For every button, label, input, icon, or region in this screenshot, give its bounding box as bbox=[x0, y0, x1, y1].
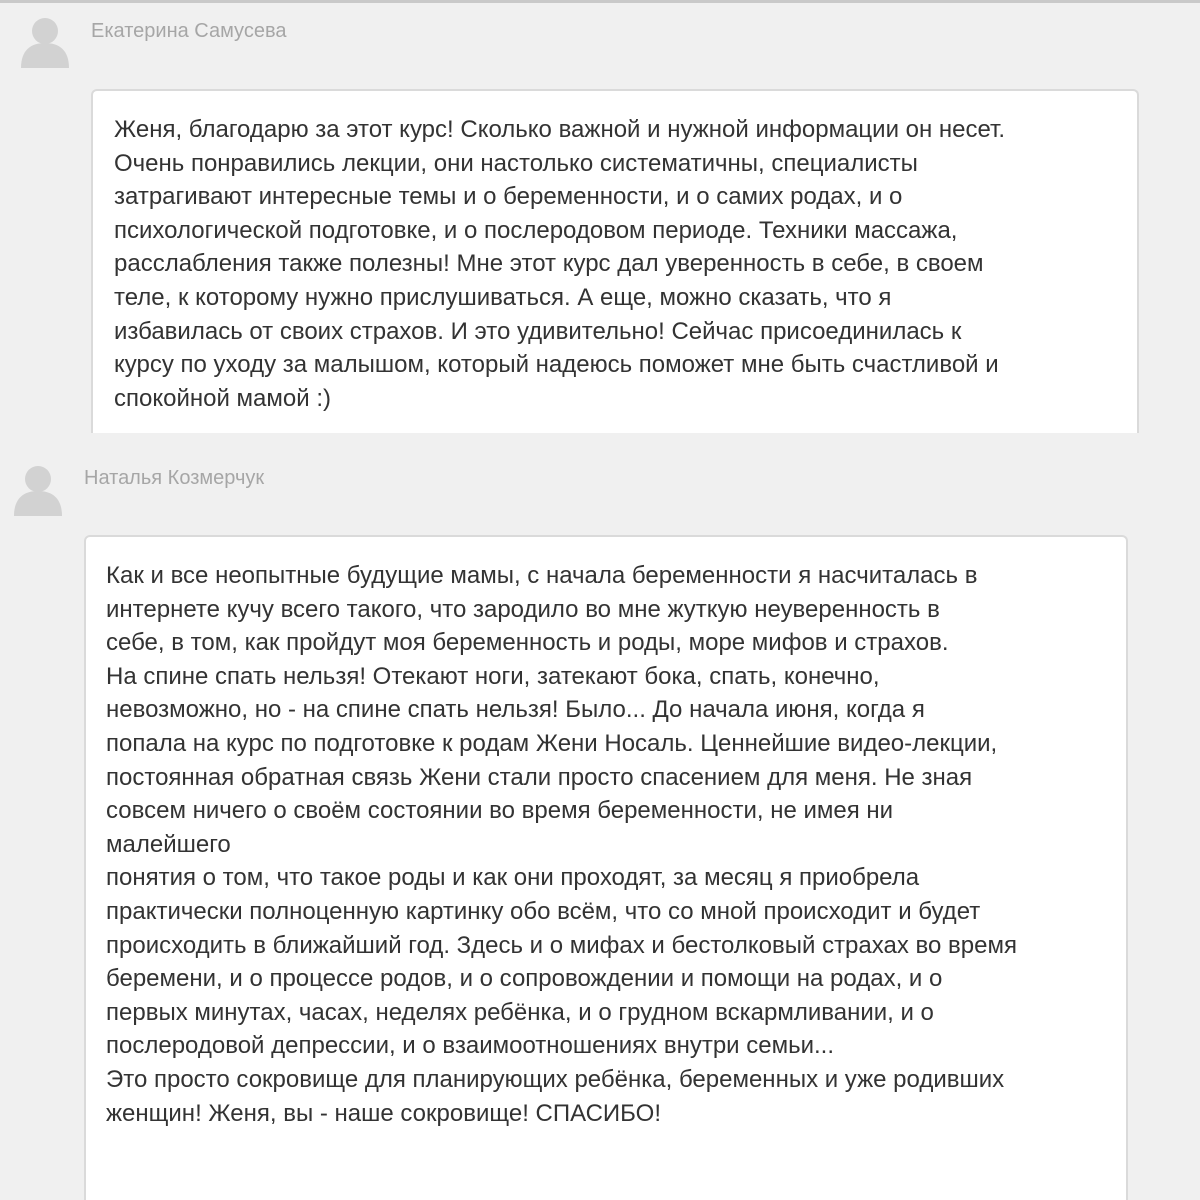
review-author: Наталья Козмерчук bbox=[84, 467, 265, 489]
review-author: Екатерина Самусева bbox=[91, 20, 287, 42]
user-avatar-icon bbox=[10, 460, 66, 516]
review-text: Как и все неопытные будущие мамы, с начала беременности я насчиталась в интернете кучу всего такого, что зародило во мне жуткую неуверенность в себе, в том, как пройдут моя беременность и роды, море мифов и страхов. На спине спать нельзя! Отекают ноги, затекают бока, спать, конечно, невозможно, но - на спине спать нельзя! Было... До начала июня, когда я попала на курс по подготовке к родам Жени Носаль. Ценнейшие видео-лекции, постоянная обратная связь Жени стали просто спасением для меня. Не зная совсем ничего о своём состоянии во время беременности, не имея ни малейшего понятия о том, что такое роды и как они проходят, за месяц я приобрела практически полноценную картинку обо всём, что со мной происходит и будет происходить в ближайший год. Здесь и о мифах и бестолковый страхах во время беремени, и о процессе родов, и о сопровождении и помощи на родах, и о первых минутах, часах, неделях ребёнка, и о грудном вскармливании, и о послеродовой депрессии, и о взаимоотношениях внутри семьи... Это просто сокровище для планирующих ребёнка, беременных и уже родивших женщин! Женя, вы - наше сокровище! СПАСИБО! bbox=[84, 535, 1128, 1200]
top-divider bbox=[0, 0, 1200, 3]
user-avatar-icon bbox=[17, 12, 73, 68]
review-text: Женя, благодарю за этот курс! Сколько важной и нужной информации он несет. Очень понравились лекции, они настолько систематичны, специалисты затрагивают интересные темы и о беременности, и о самих родах, и о психологической подготовке, и о послеродовом периоде. Техники массажа, расслабления также полезны! Мне этот курс дал уверенность в себе, в своем теле, к которому нужно прислушиваться. А еще, можно сказать, что я избавилась от своих страхов. И это удивительно! Сейчас присоединилась к курсу по уходу за малышом, который надеюсь поможет мне быть счастливой и спокойной мамой :) bbox=[91, 89, 1139, 433]
